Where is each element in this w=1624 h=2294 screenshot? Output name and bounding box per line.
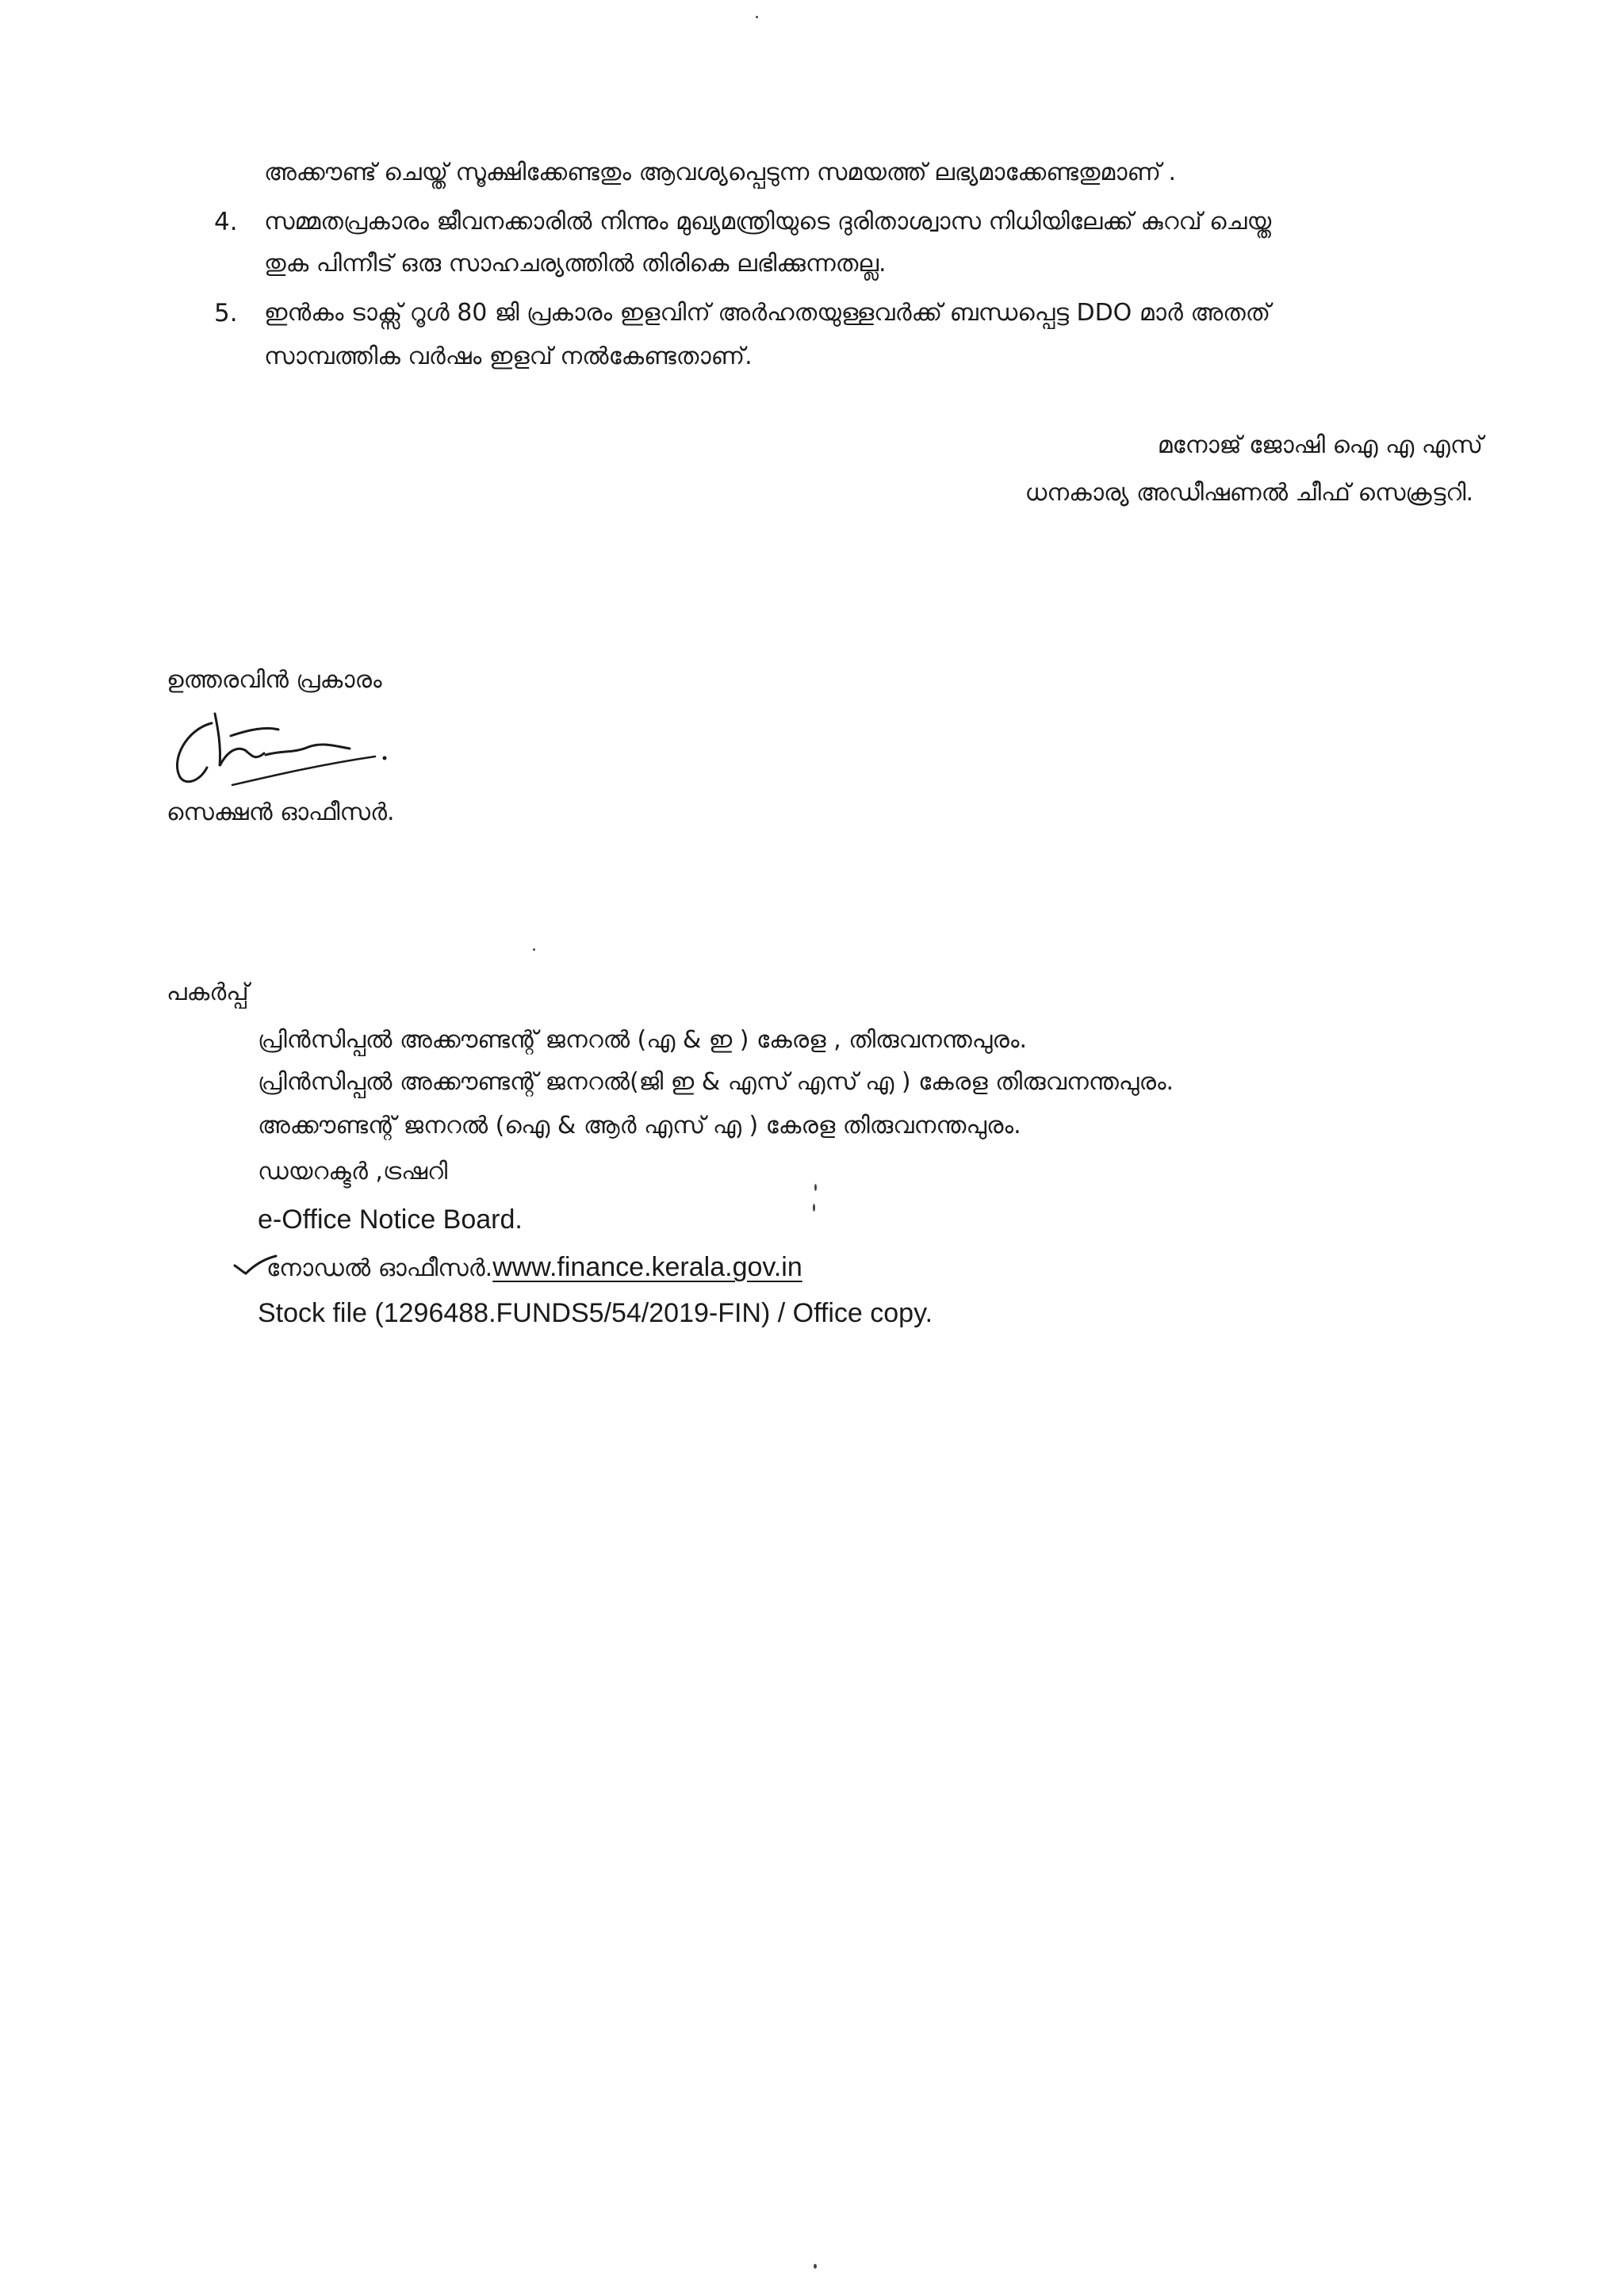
recipient-2: പ്രിൻസിപ്പൽ അക്കൗണ്ടന്റ് ജനറൽ(ജി ഇ & എസ് എസ് എ ) കേരള തിരുവനന്തപുരം. — [258, 1068, 1174, 1096]
point-5-line-1: ഇൻകം ടാക്സ് റൂൾ 80 ജി പ്രകാരം ഇളവിന് അർഹതയുള്ളവർക്ക് ബന്ധപ്പെട്ട DDO മാർ അതത് — [264, 299, 1271, 327]
signatory-designation: ധനകാര്യ അഡീഷണൽ ചീഫ് സെക്രട്ടറി. — [1025, 479, 1473, 507]
nodal-officer-label: നോഡൽ ഓഫീസർ. — [266, 1254, 493, 1282]
scan-speck — [813, 1204, 815, 1212]
nodal-officer-line — [266, 1251, 802, 1285]
section-officer-signature — [163, 698, 400, 801]
signatory-name: മനോജ് ജോഷി ഐ എ എസ് — [1157, 431, 1483, 459]
section-officer-label: സെക്ഷൻ ഓഫീസർ. — [167, 798, 395, 826]
stock-file-line: Stock file (1296488.FUNDS5/54/2019-FIN) / Office copy. — [258, 1298, 933, 1328]
point-5-line-2: സാമ്പത്തിക വർഷം ഇളവ് നൽകേണ്ടതാണ്. — [264, 343, 753, 370]
finance-website-link[interactable]: www.finance.kerala.gov.in — [492, 1252, 802, 1282]
scan-speck — [533, 948, 535, 951]
continuation-line: അക്കൗണ്ട് ചെയ്ത് സൂക്ഷിക്കേണ്ടതും ആവശ്യപ്പെടുന്ന സമയത്ത് ലഭ്യമാക്കേണ്ടതുമാണ് . — [264, 159, 1176, 186]
by-order-label: ഉത്തരവിൻ പ്രകാരം — [167, 666, 382, 694]
copy-to-heading: പകർപ്പ് — [167, 978, 249, 1006]
point-5-number: 5. — [214, 299, 238, 327]
recipient-4: ഡയറക്ടർ ,ട്രഷറി — [258, 1158, 448, 1185]
recipient-5: e-Office Notice Board. — [258, 1204, 523, 1235]
scan-speck — [814, 1184, 817, 1191]
point-4-line-2: തുക പിന്നീട് ഒരു സാഹചര്യത്തിൽ തിരികെ ലഭിക്കുന്നതല്ല. — [264, 250, 887, 278]
scan-speck — [814, 2264, 817, 2269]
recipient-3: അക്കൗണ്ടന്റ് ജനറൽ (ഐ & ആർ എസ് എ ) കേരള തിരുവനന്തപുരം. — [258, 1112, 1021, 1139]
recipient-1: പ്രിൻസിപ്പൽ അക്കൗണ്ടന്റ് ജനറൽ (എ & ഇ ) കേരള , തിരുവനന്തപുരം. — [258, 1026, 1028, 1054]
scan-speck — [756, 16, 758, 18]
point-4-line-1: സമ്മതപ്രകാരം ജീവനക്കാരിൽ നിന്നും മുഖ്യമന്ത്രിയുടെ ദുരിതാശ്വാസ നിധിയിലേക്ക് കുറവ് ചെയ്ത — [264, 208, 1272, 236]
point-4-number: 4. — [214, 208, 238, 236]
